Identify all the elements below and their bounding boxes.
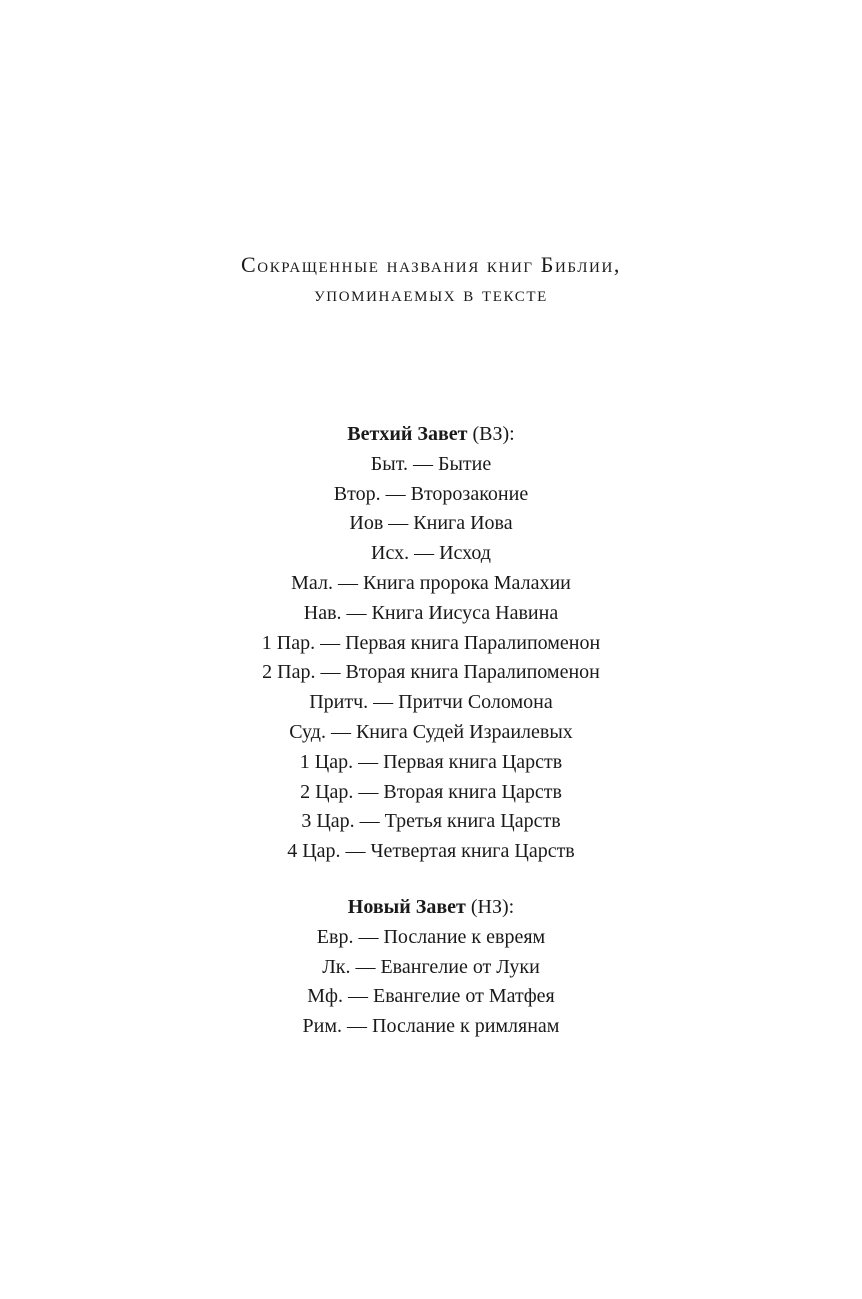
old-testament-heading-abbr: (ВЗ): [467, 423, 515, 445]
abbreviation-entry: 1 Цар. — Первая книга Царств [299, 750, 563, 773]
abbreviation-entry: Исх. — Исход [371, 542, 491, 565]
abbreviation-entry: Втор. — Второзаконие [333, 482, 529, 505]
abbreviation-entry: Притч. — Притчи Соломона [309, 691, 553, 714]
abbreviation-entry: Быт. — Бытие [370, 452, 492, 475]
abbreviation-entry: 2 Цар. — Вторая книга Царств [300, 780, 562, 803]
abbreviation-entry: 2 Пар. — Вторая книга Паралипоменон [262, 661, 600, 684]
abbreviation-entry: 1 Пар. — Первая книга Паралипоменон [261, 631, 601, 654]
new-testament-heading-bold: Новый Завет [347, 896, 466, 918]
page-title-line-2: упоминаемых в тексте [314, 281, 548, 306]
old-testament-heading-bold: Ветхий Завет [347, 423, 468, 445]
abbreviation-entry: Мф. — Евангелие от Матфея [307, 985, 555, 1008]
page-title-line-1: Сокращенные названия книг Библии, [240, 252, 622, 277]
abbreviation-entry: Лк. — Евангелие от Луки [322, 955, 540, 978]
abbreviation-entry: Рим. — Послание к римлянам [302, 1015, 560, 1038]
abbreviation-entry: Нав. — Книга Иисуса Навина [303, 601, 559, 624]
abbreviation-entry: Евр. — Послание к евреям [316, 925, 546, 948]
new-testament-section [0, 893, 862, 1042]
old-testament-heading [0, 420, 862, 450]
new-testament-heading [0, 893, 862, 923]
abbreviation-entry: 4 Цар. — Четвертая книга Царств [287, 840, 575, 863]
abbreviation-entry: Суд. — Книга Судей Израилевых [289, 720, 573, 743]
new-testament-heading-abbr: (НЗ): [465, 896, 515, 918]
abbreviation-entry: Иов — Книга Иова [349, 512, 513, 535]
abbreviation-entry: Мал. — Книга пророка Малахии [291, 571, 571, 594]
abbreviation-entry: 3 Цар. — Третья книга Царств [301, 810, 561, 833]
old-testament-section [0, 420, 862, 867]
